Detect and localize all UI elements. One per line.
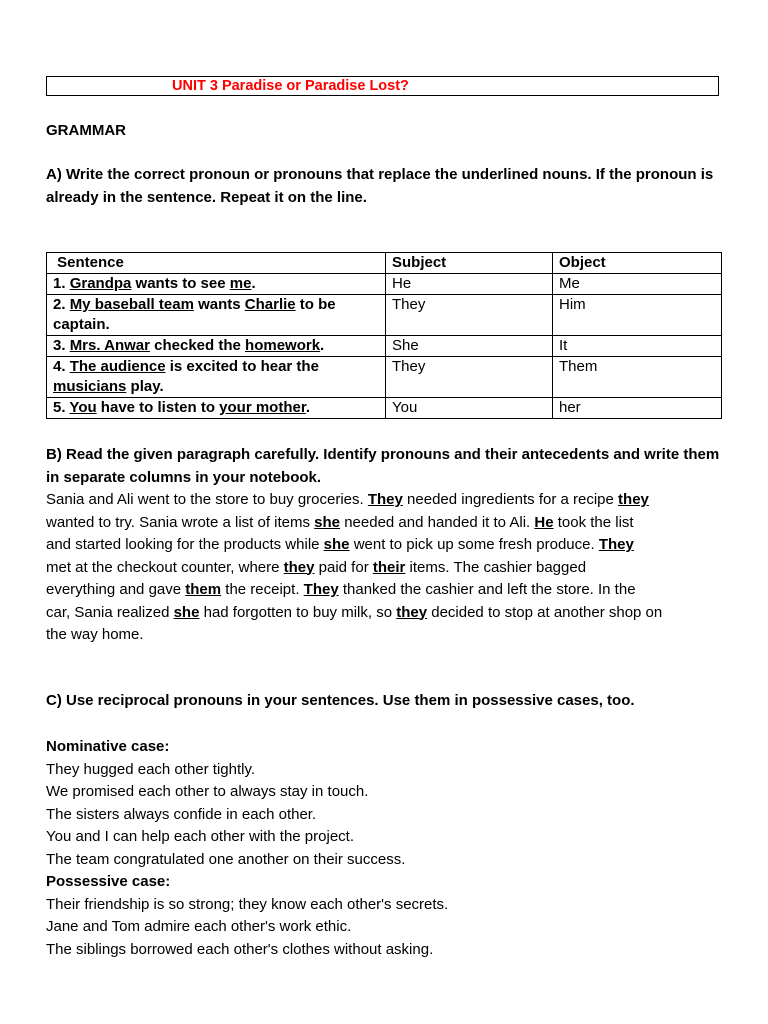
- unit-title: UNIT 3 Paradise or Paradise Lost?: [172, 78, 409, 94]
- paragraph-line: car, Sania realized she had forgotten to buy milk, so they decided to stop at another shop on: [46, 603, 663, 621]
- section-heading: GRAMMAR: [46, 122, 126, 139]
- object-cell: Me: [553, 274, 722, 295]
- object-cell: It: [553, 336, 722, 357]
- pronoun-table: [46, 252, 722, 419]
- object-cell: Him: [553, 295, 722, 336]
- subject-cell: They: [386, 357, 553, 398]
- table-header-row: [47, 253, 722, 274]
- sentence-cell: 1. Grandpa wants to see me.: [47, 274, 386, 295]
- sentence-cell: 3. Mrs. Anwar checked the homework.: [47, 336, 386, 357]
- sentence-cell: 5. You have to listen to your mother.: [47, 398, 386, 419]
- paragraph-line: everything and gave them the receipt. They thanked the cashier and left the store. In the: [46, 581, 636, 598]
- paragraph-line: met at the checkout counter, where they paid for their items. The cashier bagged: [46, 558, 587, 576]
- example-sentence: Jane and Tom admire each other's work ethic.: [46, 918, 352, 935]
- header-subject: Subject: [386, 253, 553, 274]
- part-a-instruction: A) Write the correct pronoun or pronouns that replace the underlined nouns. If the pronoun is already in the sentence. Repeat it on the line.: [46, 166, 714, 206]
- part-c-examples: [46, 736, 722, 961]
- part-c-instruction: C) Use reciprocal pronouns in your sentences. Use them in possessive cases, too.: [46, 692, 635, 709]
- example-sentence: The siblings borrowed each other's clothes without asking.: [46, 940, 434, 958]
- example-sentence: The sisters always confide in each other.: [46, 805, 317, 823]
- title-box: [46, 76, 719, 96]
- subject-cell: She: [386, 336, 553, 357]
- object-cell: her: [553, 398, 722, 419]
- paragraph-line: the way home.: [46, 626, 144, 643]
- example-sentence: The team congratulated one another on their success.: [46, 850, 406, 868]
- nominative-heading: Nominative case:: [46, 738, 170, 755]
- example-sentence: We promised each other to always stay in touch.: [46, 783, 369, 800]
- table-row: [47, 357, 722, 398]
- paragraph-line: wanted to try. Sania wrote a list of items she needed and handed it to Ali. He took the list: [46, 513, 634, 531]
- subject-cell: They: [386, 295, 553, 336]
- sentence-cell: 4. The audience is excited to hear the musicians play.: [47, 357, 386, 398]
- header-object: Object: [553, 253, 722, 274]
- possessive-heading: Possessive case:: [46, 873, 171, 890]
- subject-cell: You: [386, 398, 553, 419]
- part-b-instruction: B) Read the given paragraph carefully. Identify pronouns and their antecedents and write them in separate columns in your notebook.: [46, 446, 720, 486]
- example-sentence: You and I can help each other with the project.: [46, 828, 354, 845]
- sentence-cell: 2. My baseball team wants Charlie to be captain.: [47, 295, 386, 336]
- header-sentence: Sentence: [47, 253, 386, 274]
- table-row: [47, 336, 722, 357]
- example-sentence: Their friendship is so strong; they know each other's secrets.: [46, 895, 449, 913]
- paragraph-line: and started looking for the products while she went to pick up some fresh produce. They: [46, 536, 634, 553]
- table-row: [47, 398, 722, 419]
- part-b-paragraph: [46, 489, 722, 647]
- table-row: [47, 295, 722, 336]
- subject-cell: He: [386, 274, 553, 295]
- example-sentence: They hugged each other tightly.: [46, 760, 256, 778]
- paragraph-line: Sania and Ali went to the store to buy groceries. They needed ingredients for a recipe they: [46, 491, 649, 508]
- object-cell: Them: [553, 357, 722, 398]
- table-row: [47, 274, 722, 295]
